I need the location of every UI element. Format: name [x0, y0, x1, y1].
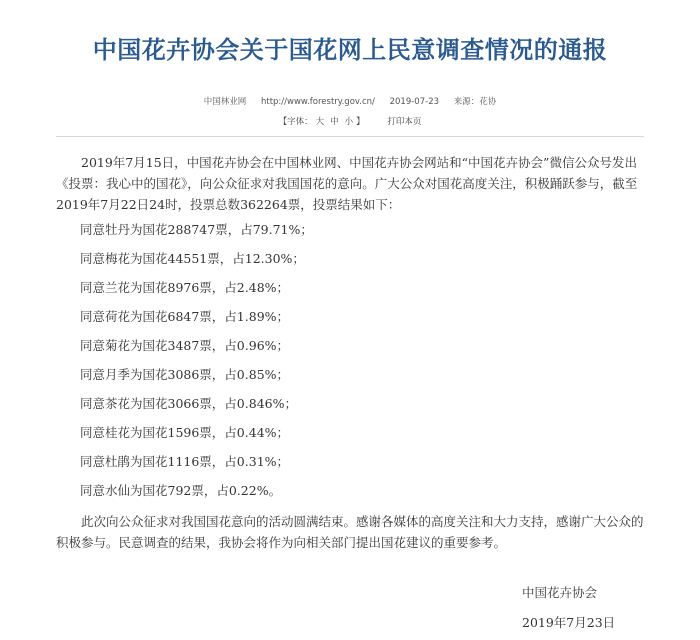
result-item: 同意杜鹃为国花1116票，占0.31%； — [80, 454, 290, 469]
result-item: 同意梅花为国花44551票，占12.30%； — [80, 251, 305, 266]
header-divider — [56, 136, 644, 137]
result-item: 同意水仙为国花792票，占0.22%。 — [80, 483, 282, 498]
meta-source-site: 中国林业网 — [203, 97, 247, 107]
font-size-label: 【字体： — [278, 117, 313, 127]
article-meta — [0, 95, 700, 107]
article-body — [56, 152, 644, 553]
result-item: 同意茶花为国花3066票，占0.846%； — [80, 396, 297, 411]
result-item: 同意荷花为国花6847票，占1.89%； — [80, 309, 290, 324]
font-size-large-button[interactable]: 大 — [315, 117, 325, 127]
signature: 中国花卉协会 — [522, 585, 598, 600]
result-item: 同意月季为国花3086票，占0.85%； — [80, 367, 290, 382]
vote-results-list — [56, 219, 644, 501]
result-item: 同意牡丹为国花288747票，占79.71%； — [80, 222, 313, 237]
result-item: 同意兰花为国花8976票，占2.48%； — [80, 280, 290, 295]
article-title: 中国花卉协会关于国花网上民意调查情况的通报 — [92, 36, 608, 64]
intro-paragraph: 2019年7月15日，中国花卉协会在中国林业网、中国花卉协会网站和“中国花卉协会”微信公众号发出《投票：我心中的国花》，向公众征求对我国国花的意向。广大公众对国花高度关注，积极踊跃参与，截至2019年7月22日24时，投票总数362264票，投票结果如下： — [56, 155, 638, 212]
font-size-close: 】 — [356, 117, 365, 127]
meta-url[interactable]: http://www.forestry.gov.cn/ — [260, 97, 375, 107]
font-size-medium-button[interactable]: 中 — [330, 117, 339, 127]
result-item: 同意桂花为国花1596票，占0.44%； — [80, 425, 290, 440]
meta-source: 来源：花协 — [453, 97, 497, 107]
closing-paragraph: 此次向公众征求对我国国花意向的活动圆满结束。感谢各媒体的高度关注和大力支持，感谢广大公众的积极参与。民意调查的结果，我协会将作为向相关部门提出国花建议的重要参考。 — [56, 514, 644, 550]
meta-date: 2019-07-23 — [389, 97, 440, 107]
sign-date: 2019年7月23日 — [522, 615, 616, 630]
article-tools — [0, 115, 700, 127]
print-page-link[interactable]: 打印本页 — [387, 117, 422, 127]
result-item: 同意菊花为国花3487票，占0.96%； — [80, 338, 290, 353]
font-size-small-button[interactable]: 小 — [344, 117, 354, 127]
